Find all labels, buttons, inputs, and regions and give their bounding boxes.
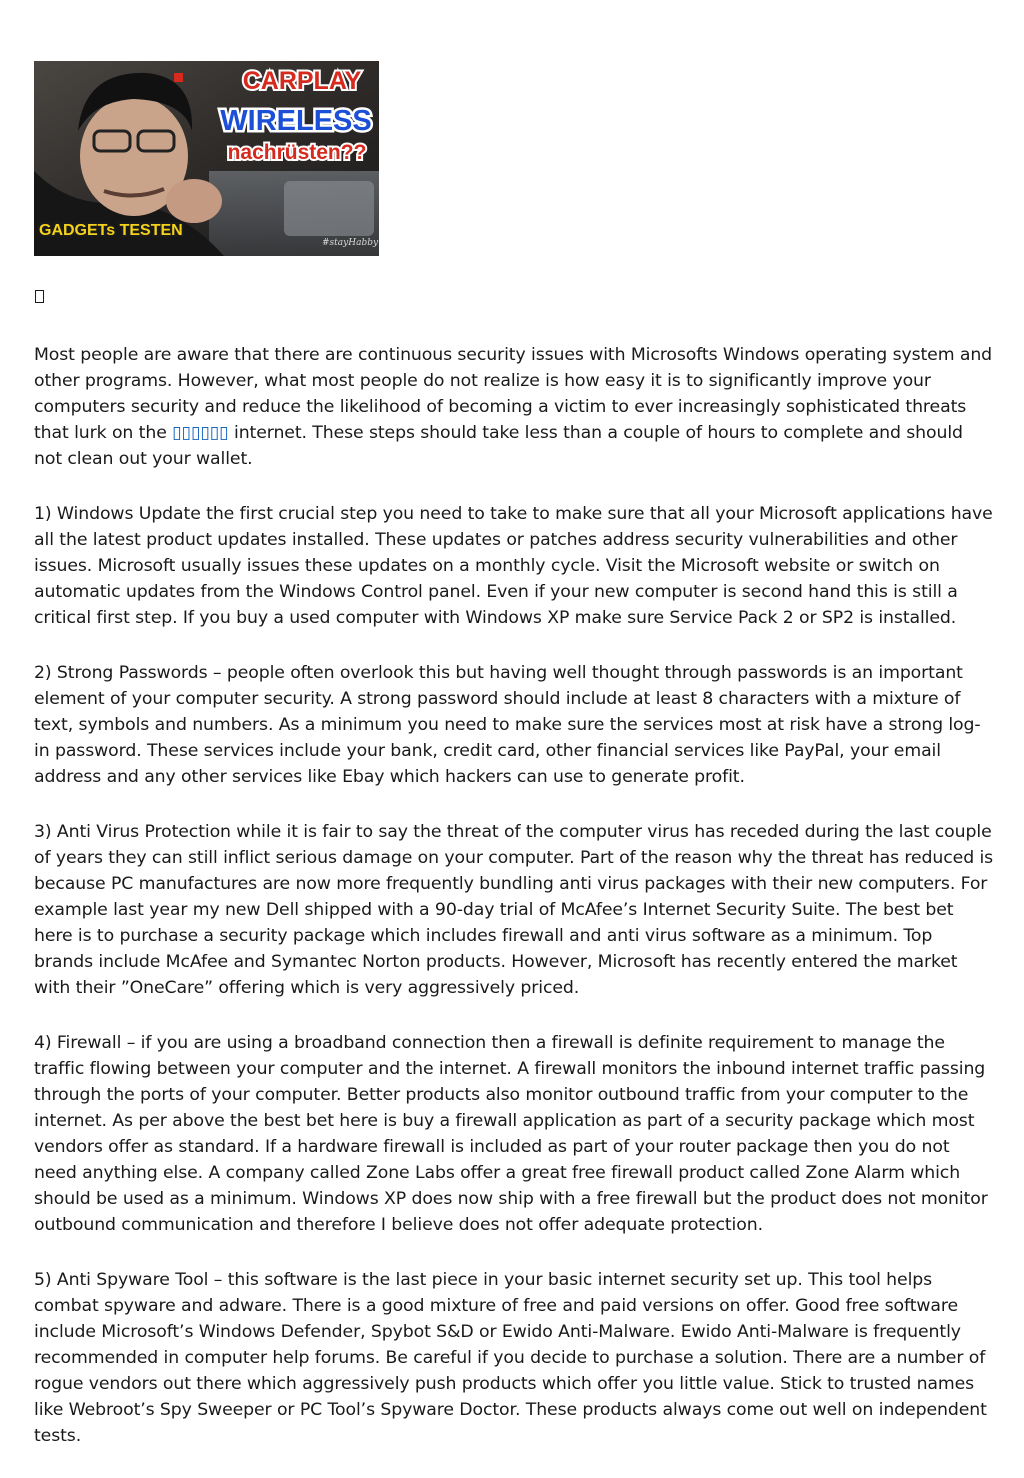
article-paragraph-firewall: 4) Firewall – if you are using a broadband connection then a firewall is definite requirement to manage the traffic flowing between your computer and the internet. A firewall monitors the inbound internet traffic passing through the ports of your computer. Better products also monitor outbound traffic from your computer to the internet. As per above the best bet here is buy a firewall application as part of a security package which most vendors offer as standard. If a hardware firewall is included as part of your router package then you do not need anything else. A company called Zone Labs offer a great free firewall product called Zone Alarm which should be used as a minimum. Windows XP does now ship with a free firewall but the product does not monitor outbound communication and therefore I believe does not offer adequate protection. bbox=[34, 1033, 988, 1235]
intro-text-before-link: Most people are aware that there are continuous security issues with Microsofts Windows operating system and other programs. However, what most people do not realize is how easy it is to significantly improve your computers security and reduce the likelihood of becoming a victim to ever increasingly sophisticated threats that lurk on the bbox=[34, 345, 993, 443]
thumbnail-badge: GADGETs TESTEN bbox=[39, 222, 183, 239]
article-paragraph-windows-update: 1) Windows Update the first crucial step you need to take to make sure that all your Microsoft applications have all the latest product updates installed. These updates or patches address security vulnerabilities and other issues. Microsoft usually issues these updates on a monthly cycle. Visit the Microsoft website or switch on automatic updates from the Windows Control panel. Even if your new computer is second hand this is still a critical first step. If you buy a used computer with Windows XP make sure Service Pack 2 or SP2 is installed. bbox=[34, 504, 993, 628]
video-thumbnail[interactable] bbox=[34, 61, 379, 256]
article-paragraph-strong-passwords: 2) Strong Passwords – people often overlook this but having well thought through passwords is an important element of your computer security. A strong password should include at least 8 characters with a mixture of text, symbols and numbers. As a minimum you need to make sure the services most at risk have a strong log-in password. These services include your bank, credit card, other financial services like PayPal, your email address and any other services like Ebay which hackers can use to generate profit. bbox=[34, 663, 981, 787]
thumbnail-watermark: #stayHabby bbox=[322, 238, 379, 248]
article-paragraph-anti-virus: 3) Anti Virus Protection while it is fair to say the threat of the computer virus has receded during the last couple of years they can still inflict serious damage on your computer. Part of the reason why the threat has reduced is because PC manufactures are now more frequently bundling anti virus packages with their new computers. For example last year my new Dell shipped with a 90-day trial of McAfee’s Internet Security Suite. The best bet here is to purchase a security package which includes firewall and anti virus software as a minimum. Top brands include McAfee and Symantec Norton products. However, Microsoft has recently entered the market with their ”OneCare” offering which is very aggressively priced. bbox=[34, 822, 994, 998]
thumbnail-title bbox=[220, 67, 371, 164]
intro-text-after-link: internet. These steps should take less than a couple of hours to complete and should not clean out your wallet. bbox=[34, 423, 963, 469]
inline-link[interactable]: ▯▯▯▯▯▯ bbox=[172, 423, 229, 443]
title-line-3: nachrüsten?? bbox=[227, 141, 367, 164]
title-line-1: CARPLAY bbox=[242, 67, 362, 95]
missing-glyph-icon bbox=[35, 290, 44, 303]
article-body bbox=[34, 342, 994, 1478]
article-paragraph-intro bbox=[34, 342, 994, 472]
title-line-2: WIRELESS bbox=[220, 105, 372, 137]
article-paragraph-anti-spyware: 5) Anti Spyware Tool – this software is the last piece in your basic internet security set up. This tool helps combat spyware and adware. There is a good mixture of free and paid versions on offer. Good free software include Microsoft’s Windows Defender, Spybot S&D or Ewido Anti-Malware. Ewido Anti-Malware is frequently recommended in computer help forums. Be careful if you decide to purchase a solution. There are a number of rogue vendors out there which aggressively push products which offer you little value. Stick to trusted names like Webroot’s Spy Sweeper or PC Tool’s Spyware Doctor. These products always come out well on independent tests. bbox=[34, 1270, 987, 1446]
